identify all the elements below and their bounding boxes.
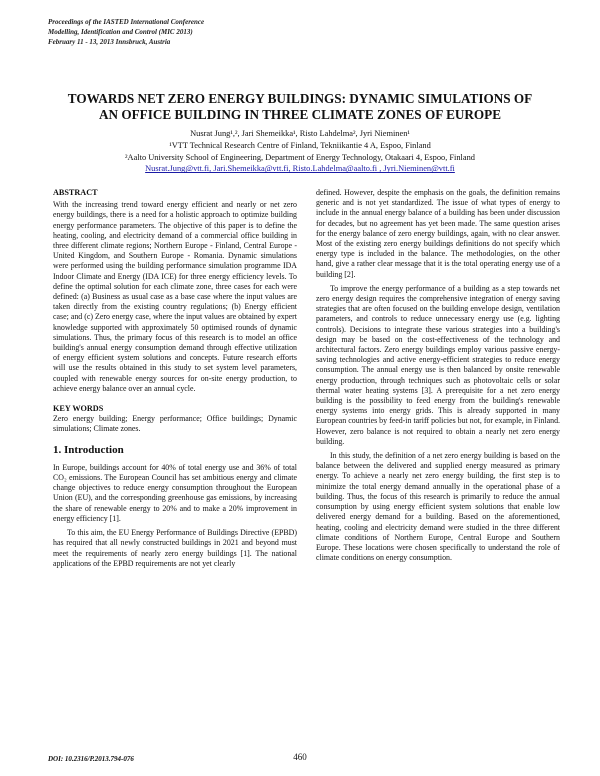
keywords-heading: KEY WORDS [53, 404, 104, 414]
header-line-3: February 11 - 13, 2013 Innsbruck, Austria [48, 38, 171, 46]
title-line-1: TOWARDS NET ZERO ENERGY BUILDINGS: DYNAMIC SIMULATIONS OF [67, 91, 533, 106]
paper-title [40, 91, 560, 123]
affiliation-2: ²Aalto University School of Engineering, Department of Energy Technology, Otakaari 4, Espoo, Finland [125, 152, 475, 162]
left-column [53, 188, 297, 573]
author-emails[interactable]: Nusrat.Jung@vtt.fi, Jari.Shemeikka@vtt.fi, Risto.Lahdelma@aalto.fi , Jyri.Nieminen@vtt.fi [145, 164, 455, 174]
intro-paragraph-2: To this aim, the EU Energy Performance of Buildings Directive (EPBD) has required that all newly constructed buildings in 2021 and beyond must meet the requirements of nearly zero energy buildings [1]. The national applications of the EPBD requirements are not yet clearly [53, 528, 297, 568]
right-paragraph-2: To improve the energy performance of a building as a step towards net zero energy design requires the comprehensive integration of energy saving strategies that are often focused on the building envelope design, ventilation parameters, and controls to reduce unnecessary energy use (e.g. lighting controls). Decisions to integrate these various strategies into a building's design may be based on the cost-effectiveness of the technology and architectural factors. Zero energy buildings employ various passive energy-saving technologies and active energy-efficient strategies to reduce energy consumption. The annual energy use is then balanced by onsite renewable energy production, through techniques such as photovoltaic cells or solar thermal water heating systems [3]. A prerequisite for a net zero energy building is the possibility to feed energy from the building's renewable energy systems into energy grids. This is already supported in many European countries by feed-in tariff policies but not, for example, in Finland. However, zero balance is not required to obtain a nearly net zero energy building. [316, 283, 560, 446]
author-names: Nusrat Jung¹,², Jari Shemeikka¹, Risto Lahdelma², Jyri Nieminen¹ [190, 129, 410, 138]
right-column [316, 188, 560, 567]
right-paragraph-3: In this study, the definition of a net zero energy building is based on the balance between the delivered and supplied energy measured as primary energy. To achieve a nearly net zero energy building, the first step is to minimize the total energy demand annually in the operational phase of a building. Thus, the focus of this research is primarily to reduce the annual consumption by using energy efficient system solutions that enable low delivered energy demand for a building. Based on the aforementioned, heating, cooling and electricity demand were studied in the three different climate conditions of Northern Europe, Central Europe and Southern Europe. These locations were chosen specifically to understand the role of climate conditions on energy consumption. [316, 451, 560, 563]
keywords-text: Zero energy building; Energy performance; Office buildings; Dynamic simulations; Climate zones. [53, 414, 297, 434]
right-paragraph-1: defined. However, despite the emphasis on the goals, the definition remains generic and is not yet standardized. The issue of what types of energy to include in the annual energy balance of a building has been under discussion for decades, but no agreement has yet been made. The same question arises for the energy balance of zero energy buildings, again, with no clear answer. Most of the existing zero energy buildings definitions do not specify which energy type is included in the balance. The methodologies, on the other hand, give a rather clear message that it is the total operating energy use of a building [2]. [316, 188, 560, 279]
intro-paragraph-1: In Europe, buildings account for 40% of total energy use and 36% of total CO₂ emissions. The European Council has set ambitious energy and climate change objectives to reduce energy consumption throughout the European Union (EU), and the corresponding greenhouse gas emissions, by increasing the share of renewable energy to 20% and to make a 20% improvement in energy efficiency [1]. [53, 462, 297, 523]
conference-header [48, 17, 204, 47]
affiliation-1: ¹VTT Technical Research Centre of Finland, Tekniikantie 4 A, Espoo, Finland [169, 140, 431, 150]
page-number: 460 [293, 752, 307, 762]
author-block [40, 128, 560, 175]
header-line-2: Modelling, Identification and Control (MIC 2013) [48, 28, 193, 36]
doi-footer: DOI: 10.2316/P.2013.794-076 [48, 755, 134, 763]
abstract-heading: ABSTRACT [53, 188, 98, 197]
abstract-text: With the increasing trend toward energy efficient and nearly or net zero energy buildings, there is a need for a holistic approach to optimize building energy performance parameters. The objective of this paper is to define the heating, cooling, and electricity demand of a commercial office building in three different climate regions; Northern Europe - Finland, Central Europe - United Kingdom, and Southern Europe - Romania. Dynamic simulations were performed using the building performance simulation programme IDA Indoor Climate and Energy (IDA ICE) for three energy efficiency levels. To define the optimal solution for each climate zone, three cases for each were defined: (a) Business as usual case as a base case where the input values are taken directly from the existing country regulations; (b) Energy efficient case; and (c) Zero energy case, where the input values are obtained by expert knowledge supported with approximately 50 optimised rounds of dynamic simulations. Thus, the primary focus of this research is to model an office building's annual energy consumption demand through effective utilization of energy efficient system solutions and concepts. Future research efforts will use the results obtained in this study to set system level parameters, coupled with renewable energy sources for on-site energy production, to achieve energy balance over an annual cycle. [53, 200, 297, 393]
section-heading-introduction: 1. Introduction [53, 443, 124, 456]
header-line-1: Proceedings of the IASTED International Conference [48, 18, 205, 26]
title-line-2: AN OFFICE BUILDING IN THREE CLIMATE ZONES OF EUROPE [98, 107, 502, 122]
